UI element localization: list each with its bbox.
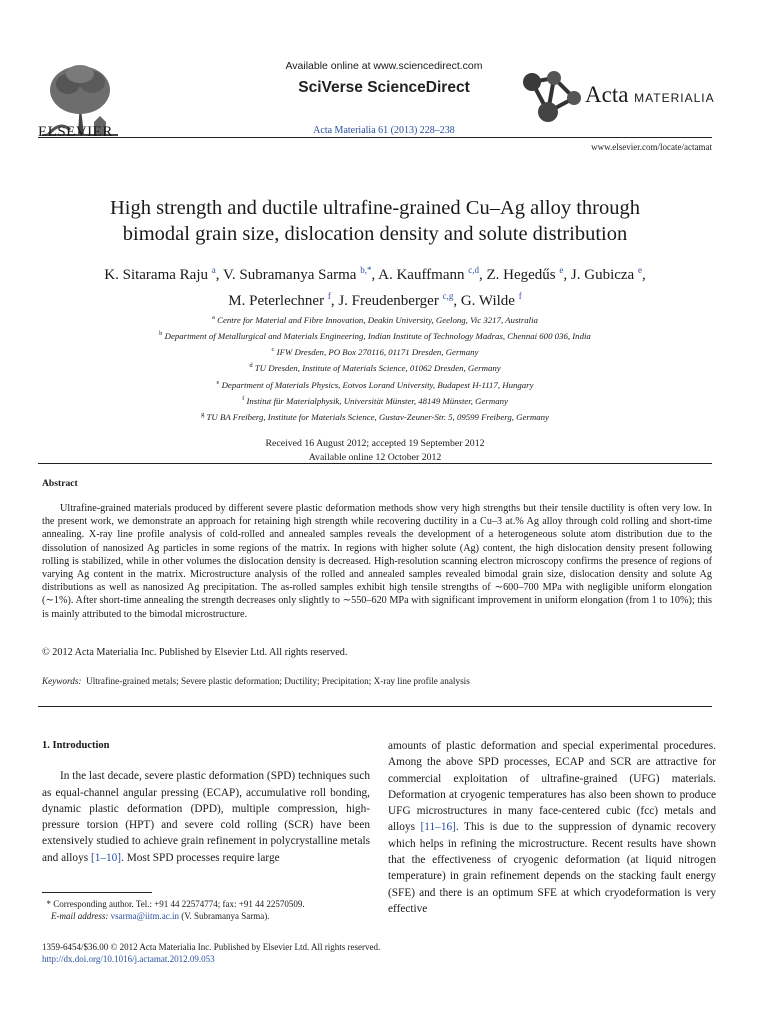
affiliation: $^g$ TU BA Freiberg, Institute for Materials Science, Gustav-Zeuner-Str. 5, 09599 Freiberg, Germany xyxy=(201,410,549,422)
author: M. Peterlechner xyxy=(228,293,325,309)
email-link[interactable]: vsarma@iitm.ac.in xyxy=(110,911,179,922)
left-column xyxy=(42,738,370,866)
page-footer xyxy=(42,941,380,966)
abstract-body: Ultrafine-grained materials produced by different severe plastic deformation methods show very high strengths but their tensile ductility is often very low. In the present work, we demonstrate an approach for retaining high strength while recovering ductility in a Cu–3 at.% Ag alloy through cold rolling and short-time annealing. X-ray line profile analysis of cold-rolled and annealed samples reveals the development of a heterogeneous solute atom distribution due to the dissolution of nanosized Ag particles in some regions of the matrix. In regions with higher solute (Ag) content, the high dislocation density present following rolling is stabilized, while in other volumes the dislocation density is decreased. High-resolution scanning electron microscopy confirms the presence of regions of varying Ag content in the matrix. Microstructure analysis of the rolled and annealed samples revealed bimodal grain size, dislocation density and solute Ag distributions as well as nanosized Ag precipitation. The as-rolled samples exhibit high tensile strengths of ∼600–700 MPa with negligible uniform elongation (∼1%). After short-time annealing the strength decreases only slightly to ∼550–620 MPa with significant improvement in uniform elongation (from 1 to 10%); this is mainly attributed to the bimodal microstructure. xyxy=(42,503,712,620)
author-affil-sup[interactable]: f xyxy=(327,291,331,301)
received-accepted: Received 16 August 2012; accepted 19 September 2012 xyxy=(265,438,485,449)
affiliation-list xyxy=(38,311,712,424)
available-online-date: Available online 12 October 2012 xyxy=(308,451,442,463)
abstract-top-rule xyxy=(38,463,712,464)
affiliation: $^b$ Department of Metallurgical and Materials Engineering, Indian Institute of Technology Madras, Chennai 600 036, India xyxy=(159,330,591,342)
abstract-bottom-rule xyxy=(38,706,712,707)
abstract-heading: Abstract xyxy=(42,478,78,489)
affiliation: $^e$ Department of Materials Physics, Eotvos Lorand University, Budapest H-1117, Hungary xyxy=(216,378,534,390)
author: J. Freudenberger xyxy=(338,293,439,309)
intro-paragraph-continued: amounts of plastic deformation and special experimental procedures. Among the above SPD processes, ECAP and SCR are attractive for commercial exploitation of ultrafine-grained (UFG) materials. Deformation at cryogenic temperatures has also been shown to produce UFG microstructures in many face-centered cubic (fcc) metals and alloys [11–16]. This is due to the suppression of dynamic recovery which helps in refining the microstructure. Recent results have shown that the effectiveness of cryogenic deformation (at liquid nitrogen temperature) in grain refinement depends on the stacking fault energy (SFE) and there is an optimum SFE at which cryodeformation is very effective xyxy=(388,740,716,915)
author: Z. Hegedűs xyxy=(486,267,556,283)
affiliation: $^f$ Institut für Materialphysik, Universität Münster, 48149 Münster, Germany xyxy=(242,394,508,406)
sciverse-title: SciVerse ScienceDirect xyxy=(298,79,470,96)
acta-word: Acta xyxy=(585,82,629,107)
corresponding-author-footnote: * Corresponding author. Tel.: +91 44 22574774; fax: +91 44 22570509. E-mail address: vsarma@iitm.ac.in (V. Subramanya Sarma). xyxy=(42,899,305,922)
abstract-copyright: © 2012 Acta Materialia Inc. Published by Elsevier Ltd. All rights reserved. xyxy=(42,647,348,658)
author: K. Sitarama Raju xyxy=(104,267,208,283)
available-online-line: Available online at www.sciencedirect.com xyxy=(285,60,483,72)
title-line-1: High strength and ductile ultrafine-grained Cu–Ag alloy through xyxy=(109,197,641,219)
journal-reference-link[interactable]: Acta Materialia 61 (2013) 228–238 xyxy=(313,125,455,136)
acta-materialia-wordmark xyxy=(585,82,715,108)
author-affil-sup[interactable]: e xyxy=(637,265,642,275)
author-affil-sup[interactable]: e xyxy=(559,265,564,275)
intro-paragraph: In the last decade, severe plastic deformation (SPD) techniques such as equal-channel angular pressing (ECAP), accumulative roll bonding, dynamic plastic deformation (DPD), multiple compression, high-pressure torsion (HPT) and severe cold rolling (SCR) have been extensively studied to achieve grain refinement in polycrystalline metals and alloys [1–10]. Most SPD processes require large xyxy=(42,770,370,864)
acta-materialia-molecule-logo xyxy=(518,68,583,128)
footnote-rule xyxy=(42,892,152,893)
affiliation: $^a$ Centre for Material and Fibre Innovation, Deakin University, Geelong, Vic 3217, Australia xyxy=(212,314,538,325)
journal-url[interactable]: www.elsevier.com/locate/actamat xyxy=(591,142,712,152)
author-affil-sup[interactable]: a xyxy=(211,265,216,275)
author-list: K. Sitarama Raju $^a$, V. Subramanya Sarma $^{b,*}$, A. Kauffmann $^{c,d}$, Z. Hegedűs $^e$, J. Gubicza $^e$, M. Peterlechner $^f$, J. Freudenberger $^{c,g}$, G. Wilde $^f$ xyxy=(104,265,646,309)
keywords-label: Keywords: xyxy=(42,676,82,686)
keywords xyxy=(42,676,712,686)
article-dates xyxy=(38,437,712,464)
citation-link[interactable]: [1–10] xyxy=(90,851,122,864)
author-affil-sup[interactable]: c,g xyxy=(442,291,454,301)
article-title xyxy=(38,195,712,247)
doi-link[interactable]: http://dx.doi.org/10.1016/j.actamat.2012.09.053 xyxy=(42,954,215,965)
author: G. Wilde xyxy=(460,293,515,309)
author-affil-sup[interactable]: c,d xyxy=(468,265,479,275)
publisher-wordmark: ELSEVIER xyxy=(38,124,113,140)
author: J. Gubicza xyxy=(570,267,635,283)
author-affil-sup[interactable]: f xyxy=(518,291,522,301)
section-heading-introduction: 1. Introduction xyxy=(42,740,110,751)
materialia-word: MATERIALIA xyxy=(634,91,715,105)
author-affil-sup[interactable]: b,* xyxy=(360,265,372,275)
issn-line: 1359-6454/$36.00 © 2012 Acta Materialia Inc. Published by Elsevier Ltd. All rights reserved. xyxy=(42,942,381,952)
right-column xyxy=(388,738,716,917)
keywords-text: Ultrafine-grained metals; Severe plastic deformation; Ductility; Precipitation; X-ray line profile analysis xyxy=(86,676,470,686)
author: A. Kauffmann xyxy=(378,267,465,283)
title-line-2: bimodal grain size, dislocation density and solute distribution xyxy=(122,223,628,245)
header-rule xyxy=(38,137,712,138)
affiliation: $^d$ TU Dresden, Institute of Materials Science, 01062 Dresden, Germany xyxy=(249,362,501,374)
affiliation: $^c$ IFW Dresden, PO Box 270116, 01171 Dresden, Germany xyxy=(271,346,479,358)
author: V. Subramanya Sarma xyxy=(222,267,357,283)
citation-link[interactable]: [11–16] xyxy=(420,821,456,834)
